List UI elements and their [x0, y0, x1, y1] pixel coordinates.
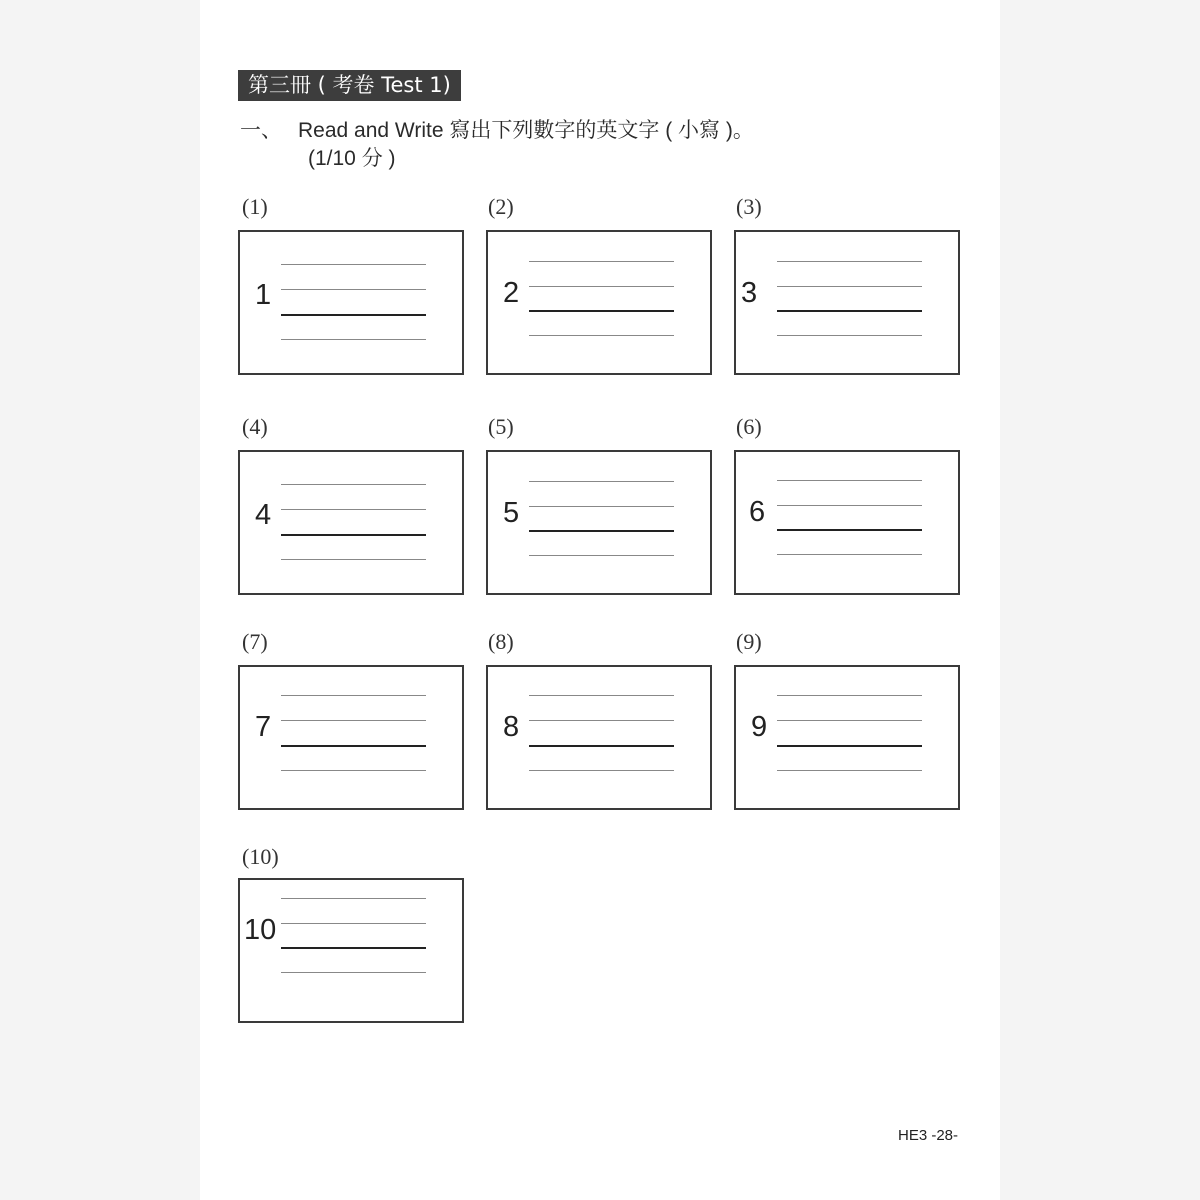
- answer-card-4: [238, 450, 464, 595]
- writing-baseline[interactable]: [777, 310, 922, 312]
- guide-line-bottom: [529, 770, 674, 771]
- card-digit: 10: [244, 914, 277, 946]
- writing-baseline[interactable]: [281, 745, 426, 747]
- answer-card-2: [486, 230, 712, 375]
- instruction-line: [240, 117, 980, 145]
- guide-line-bottom: [529, 335, 674, 336]
- guide-line-mid: [777, 720, 922, 721]
- card-digit: 3: [741, 277, 758, 309]
- guide-line-bottom: [281, 972, 426, 973]
- guide-line-bottom: [777, 554, 922, 555]
- answer-card-8: [486, 665, 712, 810]
- item-label-9: (9): [736, 629, 762, 654]
- writing-baseline[interactable]: [529, 745, 674, 747]
- card-digit: 5: [503, 497, 520, 529]
- guide-line-top: [777, 261, 922, 262]
- guide-line-bottom: [281, 770, 426, 771]
- guide-line-mid: [529, 286, 674, 287]
- item-label-2: (2): [488, 194, 514, 219]
- instruction: [240, 117, 980, 173]
- guide-line-top: [529, 261, 674, 262]
- guide-line-top: [529, 695, 674, 696]
- writing-baseline[interactable]: [281, 534, 426, 536]
- guide-line-top: [281, 695, 426, 696]
- item-label-10: (10): [242, 844, 279, 869]
- writing-baseline[interactable]: [777, 745, 922, 747]
- item-label-1: (1): [242, 194, 268, 219]
- answer-card-3: [734, 230, 960, 375]
- guide-line-mid: [281, 923, 426, 924]
- item-label-3: (3): [736, 194, 762, 219]
- answer-card-1: [238, 230, 464, 375]
- page-number: HE3 -28-: [898, 1127, 959, 1144]
- guide-line-top: [281, 484, 426, 485]
- writing-baseline[interactable]: [777, 529, 922, 531]
- writing-baseline[interactable]: [281, 947, 426, 949]
- instruction-text: Read and Write 寫出下列數字的英文字 ( 小寫 )。: [298, 119, 754, 142]
- card-digit: 7: [255, 711, 272, 743]
- section-tag: 第三冊 ( 考卷 Test 1): [238, 70, 461, 101]
- guide-line-top: [777, 480, 922, 481]
- answer-card-6: [734, 450, 960, 595]
- item-label-8: (8): [488, 629, 514, 654]
- score-note: (1/10 分 ): [308, 147, 396, 170]
- guide-line-bottom: [529, 555, 674, 556]
- guide-line-bottom: [777, 770, 922, 771]
- answer-card-5: [486, 450, 712, 595]
- guide-line-bottom: [777, 335, 922, 336]
- guide-line-mid: [777, 505, 922, 506]
- guide-line-mid: [281, 720, 426, 721]
- guide-line-mid: [281, 509, 426, 510]
- card-digit: 6: [749, 496, 766, 528]
- writing-baseline[interactable]: [529, 310, 674, 312]
- writing-baseline[interactable]: [529, 530, 674, 532]
- card-digit: 8: [503, 711, 520, 743]
- guide-line-top: [281, 264, 426, 265]
- guide-line-mid: [281, 289, 426, 290]
- guide-line-bottom: [281, 339, 426, 340]
- guide-line-mid: [777, 286, 922, 287]
- answer-card-7: [238, 665, 464, 810]
- guide-line-bottom: [281, 559, 426, 560]
- question-number-mark: 一、: [240, 119, 282, 142]
- writing-baseline[interactable]: [281, 314, 426, 316]
- item-label-6: (6): [736, 414, 762, 439]
- card-digit: 9: [751, 711, 768, 743]
- card-digit: 1: [255, 279, 272, 311]
- guide-line-mid: [529, 720, 674, 721]
- item-label-7: (7): [242, 629, 268, 654]
- guide-line-top: [529, 481, 674, 482]
- card-digit: 4: [255, 499, 272, 531]
- guide-line-top: [777, 695, 922, 696]
- item-label-4: (4): [242, 414, 268, 439]
- answer-card-9: [734, 665, 960, 810]
- guide-line-mid: [529, 506, 674, 507]
- item-label-5: (5): [488, 414, 514, 439]
- card-digit: 2: [503, 277, 520, 309]
- answer-card-10: [238, 878, 464, 1023]
- guide-line-top: [281, 898, 426, 899]
